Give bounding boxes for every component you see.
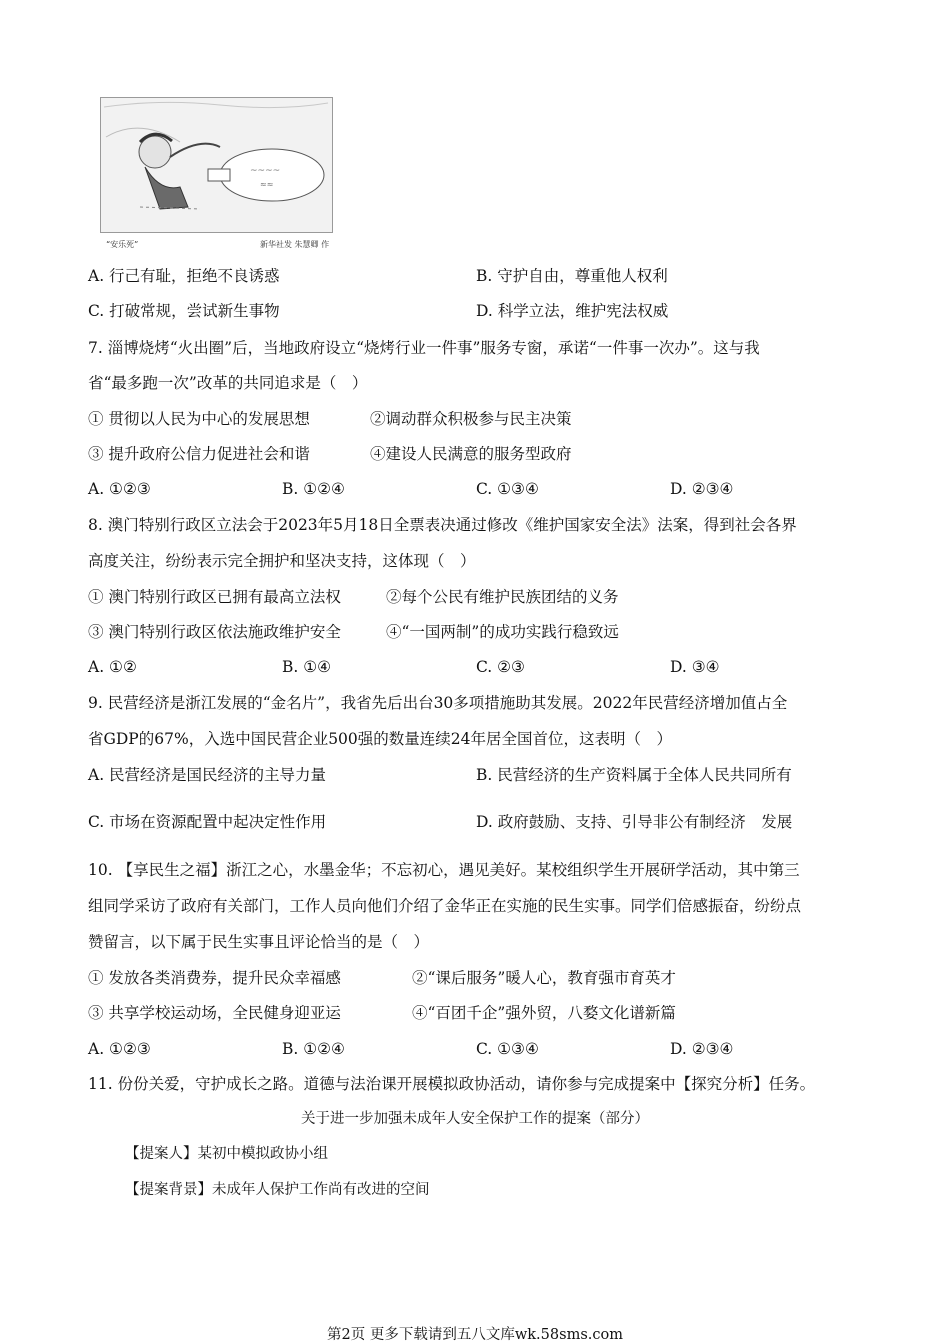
q8-item-1: ① 澳门特别行政区已拥有最高立法权 <box>88 588 341 606</box>
q8-option-b: B. ①④ <box>282 658 332 676</box>
q11-proposer: 【提案人】某初中模拟政协小组 <box>125 1146 328 1162</box>
q7-stem-line1: 7. 淄博烧烤“火出圈”后，当地政府设立“烧烤行业一件事”服务专窗，承诺“一件事一次办”。这与我 <box>88 339 760 357</box>
q9-stem-line1: 9. 民营经济是浙江发展的“金名片”，我省先后出台30多项措施助其发展。2022年民营经济增加值占全 <box>88 694 788 712</box>
q8-option-c: C. ②③ <box>476 658 525 676</box>
q7-item-4: ④建设人民满意的服务型政府 <box>370 445 572 463</box>
q7-option-b: B. ①②④ <box>282 480 345 498</box>
q7-item-3: ③ 提升政府公信力促进社会和谐 <box>88 445 310 463</box>
page-footer: 第2页 更多下载请到五八文库wk.58sms.com <box>327 1327 623 1343</box>
q10-stem-line2: 组同学采访了政府有关部门，工作人员向他们介绍了金华正在实施的民生实事。同学们倍感振奋，纷纷点 <box>88 897 802 915</box>
svg-text:~~~~: ~~~~ <box>250 166 281 176</box>
q10-stem-line3: 赞留言，以下属于民生实事且评论恰当的是（ ） <box>88 933 430 951</box>
q9-stem-line2: 省GDP的67%，入选中国民营企业500强的数量连续24年居全国首位，这表明（ ） <box>88 730 672 748</box>
q10-option-d: D. ②③④ <box>670 1040 734 1058</box>
cartoon-caption-right: 新华社发 朱慧卿 作 <box>260 240 330 249</box>
q8-stem-line1: 8. 澳门特别行政区立法会于2023年5月18日全票表决通过修改《维护国家安全法》法案，得到社会各界 <box>88 516 797 534</box>
q9-option-a: A. 民营经济是国民经济的主导力量 <box>88 766 327 784</box>
q7-item-2: ②调动群众积极参与民主决策 <box>370 410 572 428</box>
q8-item-2: ②每个公民有维护民族团结的义务 <box>386 588 619 606</box>
q10-option-a: A. ①②③ <box>88 1040 151 1058</box>
q6-option-c: C. 打破常规，尝试新生事物 <box>88 302 280 320</box>
q6-option-a: A. 行己有耻，拒绝不良诱惑 <box>88 267 280 285</box>
q8-item-4: ④“一国两制”的成功实践行稳致远 <box>386 623 619 641</box>
q7-option-d: D. ②③④ <box>670 480 734 498</box>
svg-text:≈≈: ≈≈ <box>260 180 274 189</box>
q9-option-c: C. 市场在资源配置中起决定性作用 <box>88 813 327 831</box>
q11-stem-line1: 11. 份份关爱，守护成长之路。道德与法治课开展模拟政协活动，请你参与完成提案中【探究分析】任务。 <box>88 1075 816 1093</box>
q11-background: 【提案背景】未成年人保护工作尚有改进的空间 <box>125 1182 430 1198</box>
q7-option-c: C. ①③④ <box>476 480 539 498</box>
q10-stem-line1: 10. 【享民生之福】浙江之心，水墨金华；不忘初心，遇见美好。某校组织学生开展研学活动，其中第三 <box>88 861 800 879</box>
q7-stem-line2: 省“最多跑一次”改革的共同追求是（ ） <box>88 374 368 392</box>
q10-option-c: C. ①③④ <box>476 1040 539 1058</box>
cartoon-image <box>100 97 333 250</box>
cartoon-caption-left: “安乐死” <box>106 240 139 249</box>
q6-option-d: D. 科学立法，维护宪法权威 <box>476 302 669 320</box>
q9-option-d: D. 政府鼓励、支持、引导非公有制经济 发展 <box>476 813 793 831</box>
q11-proposal-title: 关于进一步加强未成年人安全保护工作的提案（部分） <box>301 1111 649 1127</box>
q6-option-b: B. 守护自由，尊重他人权利 <box>476 267 668 285</box>
q7-item-1: ① 贯彻以人民为中心的发展思想 <box>88 410 310 428</box>
q9-option-b: B. 民营经济的生产资料属于全体人民共同所有 <box>476 766 792 784</box>
q10-option-b: B. ①②④ <box>282 1040 345 1058</box>
q10-item-3: ③ 共享学校运动场，全民健身迎亚运 <box>88 1004 341 1022</box>
q10-item-1: ① 发放各类消费券，提升民众幸福感 <box>88 969 341 987</box>
q8-stem-line2: 高度关注，纷纷表示完全拥护和坚决支持，这体现（ ） <box>88 552 476 570</box>
q8-option-d: D. ③④ <box>670 658 720 676</box>
q10-item-2: ②“课后服务”暖人心，教育强市育英才 <box>412 969 676 987</box>
q8-item-3: ③ 澳门特别行政区依法施政维护安全 <box>88 623 341 641</box>
q7-option-a: A. ①②③ <box>88 480 151 498</box>
q10-item-4: ④“百团千企”强外贸，八婺文化谱新篇 <box>412 1004 676 1022</box>
q8-option-a: A. ①② <box>88 658 137 676</box>
